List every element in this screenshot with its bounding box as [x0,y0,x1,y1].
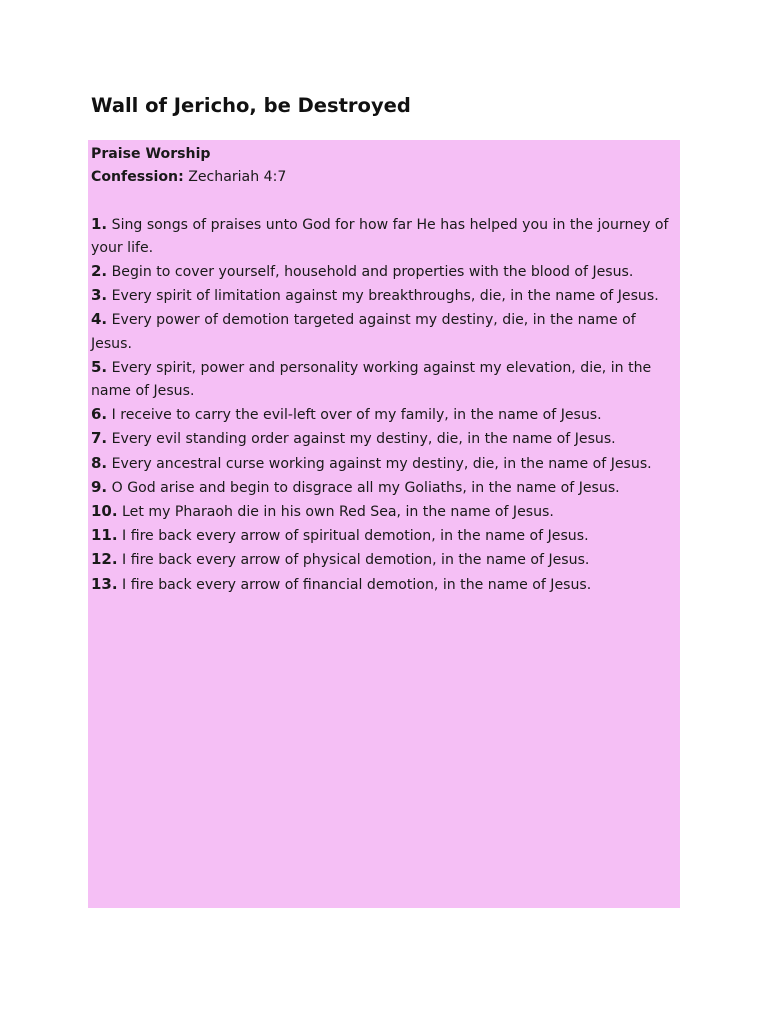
prayer-item-3 [91,284,678,308]
item-text: Every evil standing order against my destiny, die, in the name of Jesus. [107,431,616,448]
prayer-content-box [88,140,680,908]
item-text: Every spirit of limitation against my breakthroughs, die, in the name of Jesus. [107,288,659,305]
item-text: Begin to cover yourself, household and properties with the blood of Jesus. [107,264,634,280]
item-text: I fire back every arrow of physical demotion, in the name of Jesus. [117,552,590,569]
item-number: 7. [91,429,108,448]
prayer-item-1 [91,213,678,260]
confession-line [91,166,678,189]
spacer [91,189,678,212]
prayer-item-12 [91,548,678,572]
page-title: Wall of Jericho, be Destroyed [91,94,411,117]
item-text: O God arise and begin to disgrace all my Goliaths, in the name of Jesus. [107,479,620,496]
prayer-item-13 [91,573,678,597]
item-text: Let my Pharaoh die in his own Red Sea, in the name of Jesus. [117,504,554,521]
item-text: Every ancestral curse working against my destiny, die, in the name of Jesus. [107,455,652,472]
section-heading: Praise Worship [91,146,211,162]
confession-label: Confession: [91,169,184,186]
confession-reference: Zechariah 4:7 [183,169,287,186]
item-number: 3. [91,286,108,305]
item-number: 12. [91,550,118,569]
prayer-item-4 [91,308,678,355]
item-number: 8. [91,453,108,472]
prayer-item-9 [91,476,678,500]
item-number: 4. [91,310,108,329]
prayer-item-6 [91,403,678,427]
item-text: I fire back every arrow of spiritual demotion, in the name of Jesus. [117,528,589,545]
prayer-item-5 [91,356,678,403]
item-number: 1. [91,214,108,233]
item-number: 2. [91,262,108,280]
prayer-item-7 [91,427,678,451]
prayer-item-10 [91,500,678,524]
item-number: 13. [91,574,118,593]
prayer-item-8 [91,452,678,476]
prayer-item-11 [91,524,678,548]
item-text: Every spirit, power and personality working against my elevation, die, in the name of Jesus. [91,359,652,400]
prayer-item-2 [91,260,678,284]
item-number: 11. [91,526,118,545]
item-number: 9. [91,477,108,496]
item-text: Sing songs of praises unto God for how far He has helped you in the journey of your life. [91,216,669,256]
item-text: I receive to carry the evil-left over of my family, in the name of Jesus. [107,407,602,424]
item-number: 10. [91,502,118,521]
item-text: Every power of demotion targeted against my destiny, die, in the name of Jesus. [91,312,636,352]
item-number: 5. [91,357,108,376]
item-number: 6. [91,405,108,424]
item-text: I fire back every arrow of financial demotion, in the name of Jesus. [117,576,592,593]
